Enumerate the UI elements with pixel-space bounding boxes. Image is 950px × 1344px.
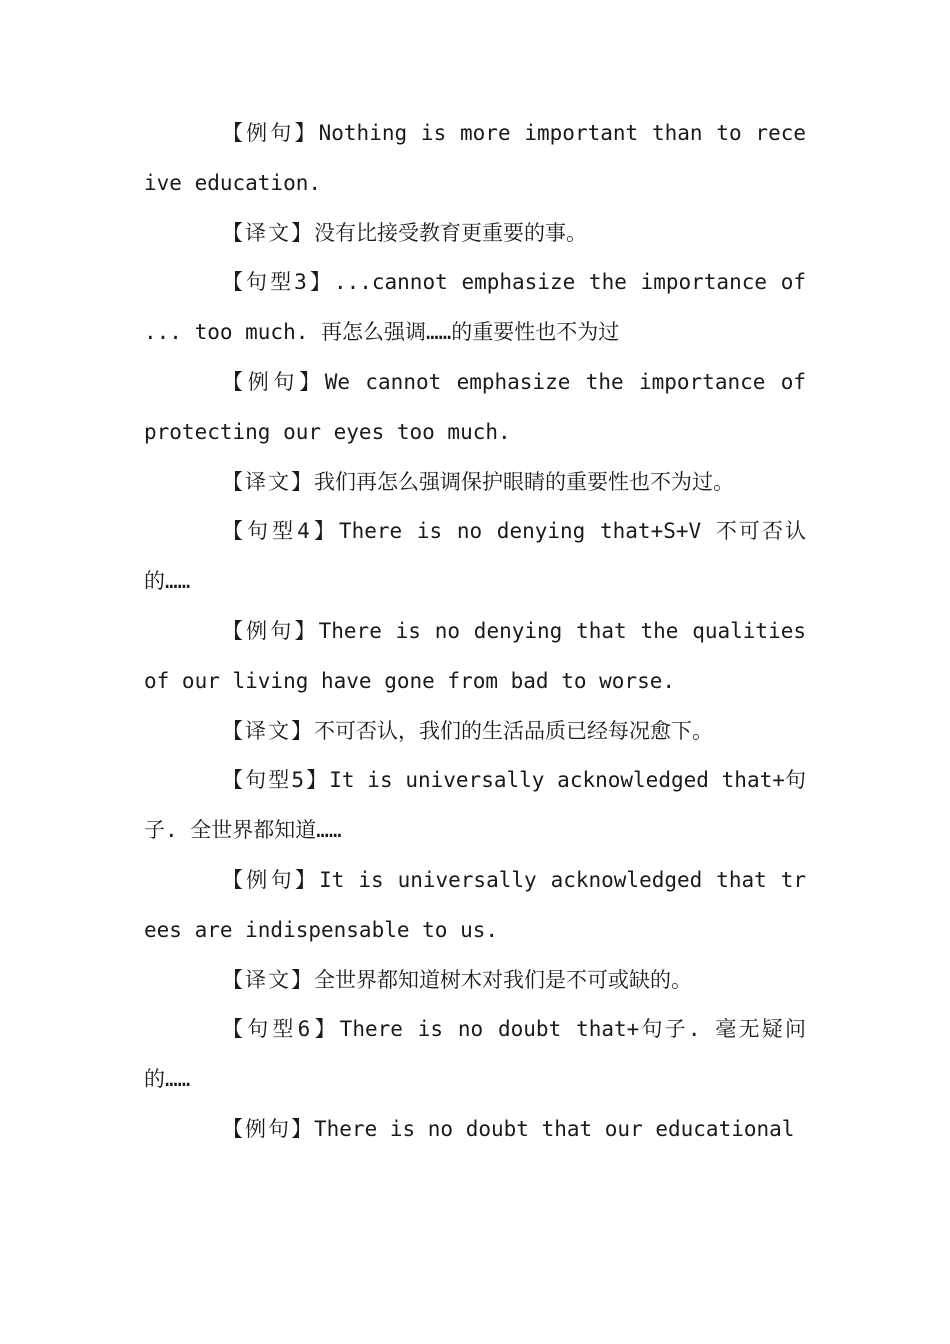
paragraph-example-2 (144, 358, 806, 458)
paragraph-text: There is no denying that the qualities of our living have gone from bad to worse. (144, 618, 806, 693)
paragraph-example-3 (144, 607, 806, 707)
paragraph-label: 【例句】 (222, 1116, 314, 1141)
paragraph-pattern-5 (144, 756, 806, 856)
paragraph-text: 不可否认，我们的生活品质已经每况愈下。 (314, 718, 713, 743)
paragraph-text: 没有比接受教育更重要的事。 (314, 220, 587, 245)
paragraph-pattern-3 (144, 258, 806, 358)
document-body (144, 109, 806, 1155)
paragraph-label: 【句型5】 (222, 768, 330, 793)
paragraph-translation-2 (144, 458, 806, 508)
paragraph-label: 【译文】 (222, 967, 314, 992)
paragraph-example-4 (144, 856, 806, 956)
paragraph-text: 全世界都知道树木对我们是不可或缺的。 (314, 967, 692, 992)
paragraph-text: Nothing is more important than to receive education. (144, 121, 806, 195)
paragraph-text: It is universally acknowledged that trees are indispensable to us. (144, 867, 807, 942)
paragraph-text: There is no doubt that+句子. 毫无疑问的…… (144, 1017, 806, 1092)
paragraph-label: 【例句】 (222, 121, 319, 145)
paragraph-label: 【例句】 (222, 369, 325, 394)
paragraph-text: We cannot emphasize the importance of protecting our eyes too much. (144, 369, 807, 444)
paragraph-label: 【句型4】 (222, 519, 339, 544)
paragraph-pattern-4 (144, 507, 806, 607)
paragraph-label: 【例句】 (222, 867, 320, 892)
paragraph-text: It is universally acknowledged that+句子. 全世界都知道…… (144, 768, 806, 843)
paragraph-translation-1 (144, 209, 806, 259)
paragraph-example-1 (144, 109, 806, 209)
paragraph-label: 【译文】 (222, 220, 314, 245)
paragraph-text: There is no denying that+S+V 不可否认的…… (144, 519, 806, 594)
paragraph-label: 【译文】 (222, 469, 314, 494)
paragraph-pattern-6 (144, 1005, 806, 1105)
paragraph-label: 【例句】 (222, 618, 319, 643)
paragraph-label: 【句型6】 (222, 1017, 340, 1042)
paragraph-text: ...cannot emphasize the importance of ... too much. 再怎么强调……的重要性也不为过 (144, 270, 806, 345)
paragraph-example-5 (144, 1105, 806, 1155)
paragraph-label: 【译文】 (222, 718, 314, 743)
paragraph-text: 我们再怎么强调保护眼睛的重要性也不为过。 (314, 469, 734, 494)
paragraph-label: 【句型3】 (222, 270, 334, 295)
paragraph-text: There is no doubt that our educational (314, 1116, 795, 1141)
paragraph-translation-4 (144, 956, 806, 1006)
paragraph-translation-3 (144, 707, 806, 757)
